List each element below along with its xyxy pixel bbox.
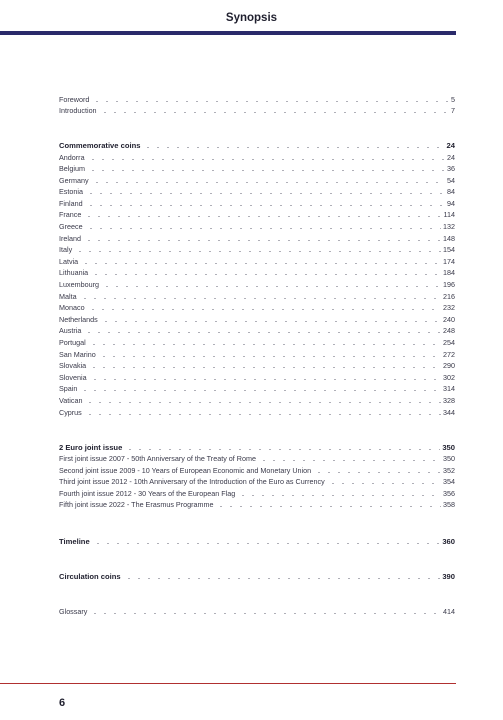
- toc-entry-page: 358: [443, 500, 455, 509]
- toc-entry-page: 114: [443, 210, 455, 219]
- toc-entry-page: 350: [443, 454, 455, 463]
- toc-entry[interactable]: [59, 93, 455, 104]
- toc-entry[interactable]: [59, 220, 455, 231]
- dot-leader: [92, 182, 445, 183]
- toc-entry-page: 356: [443, 489, 455, 498]
- dot-leader: [88, 159, 445, 160]
- toc-entry-label: Luxembourg: [59, 280, 99, 289]
- toc-entry-page: 254: [443, 338, 455, 347]
- dot-leader: [216, 506, 441, 507]
- toc-entry-page: 354: [443, 477, 455, 486]
- toc-entry-label: Lithuania: [59, 268, 89, 277]
- dot-leader: [85, 414, 441, 415]
- toc-entry[interactable]: [59, 162, 455, 173]
- toc-entry-page: 344: [443, 408, 455, 417]
- footer-rule: [0, 683, 456, 684]
- toc-entry-page: 154: [443, 245, 455, 254]
- toc-entry-label: Spain: [59, 384, 78, 393]
- toc-entry-page: 390: [442, 572, 455, 581]
- toc-entry-label: Andorra: [59, 153, 85, 162]
- dot-leader: [81, 263, 441, 264]
- toc-entry-page: 302: [443, 373, 455, 382]
- toc-entry-page: 94: [447, 199, 455, 208]
- dot-leader: [92, 101, 449, 102]
- dot-leader: [86, 193, 445, 194]
- toc-entry[interactable]: [59, 185, 455, 196]
- dot-leader: [124, 578, 441, 579]
- toc-entry-label: Greece: [59, 222, 83, 231]
- dot-leader: [89, 344, 441, 345]
- toc-entry[interactable]: [59, 382, 455, 393]
- toc-entry[interactable]: [59, 278, 455, 289]
- toc-entry[interactable]: [59, 208, 455, 219]
- toc-entry[interactable]: [59, 487, 455, 498]
- dot-leader: [88, 309, 441, 310]
- toc-entry-label: Second joint issue 2009 - 10 Years of European Economic and Monetary Union: [59, 466, 312, 475]
- toc-entry[interactable]: [59, 371, 455, 382]
- toc-section-heading[interactable]: [59, 535, 455, 546]
- toc-entry-page: 240: [443, 315, 455, 324]
- toc-entry-page: 36: [447, 164, 455, 173]
- toc-entry[interactable]: [59, 324, 455, 335]
- dot-leader: [125, 449, 440, 450]
- toc-entry-page: 272: [443, 350, 455, 359]
- toc-entry[interactable]: [59, 348, 455, 359]
- dot-leader: [84, 332, 441, 333]
- toc-entry-label: Netherlands: [59, 315, 98, 324]
- dot-leader: [314, 472, 441, 473]
- dot-leader: [85, 402, 441, 403]
- toc-entry-label: France: [59, 210, 82, 219]
- toc-entry[interactable]: [59, 174, 455, 185]
- toc-entry-label: Fifth joint issue 2022 - The Erasmus Programme: [59, 500, 214, 509]
- toc-entry-label: Introduction: [59, 106, 97, 115]
- toc-entry-label: Germany: [59, 176, 89, 185]
- toc-entry-page: 232: [443, 303, 455, 312]
- toc-entry[interactable]: [59, 255, 455, 266]
- toc-entry-label: 2 Euro joint issue: [59, 443, 123, 452]
- dot-leader: [90, 379, 441, 380]
- toc-entry-page: 174: [443, 257, 455, 266]
- dot-leader: [93, 543, 441, 544]
- dot-leader: [102, 286, 441, 287]
- toc-entry[interactable]: [59, 151, 455, 162]
- toc-entry-label: Ireland: [59, 234, 81, 243]
- dot-leader: [75, 251, 441, 252]
- toc-entry-label: Glossary: [59, 607, 88, 616]
- page-number: 6: [59, 697, 66, 709]
- toc-entry-page: 54: [447, 176, 455, 185]
- toc-entry-label: Belgium: [59, 164, 85, 173]
- dot-leader: [91, 274, 441, 275]
- toc-entry[interactable]: [59, 475, 455, 486]
- toc-entry-label: Commemorative coins: [59, 141, 141, 150]
- dot-leader: [80, 298, 441, 299]
- toc-section-heading[interactable]: [59, 570, 455, 581]
- dot-leader: [238, 495, 441, 496]
- toc-entry-page: 7: [451, 106, 455, 115]
- toc-section-heading[interactable]: [59, 139, 455, 150]
- toc-entry-label: Finland: [59, 199, 83, 208]
- dot-leader: [84, 240, 441, 241]
- toc-entry[interactable]: [59, 452, 455, 463]
- dot-leader: [86, 205, 445, 206]
- toc-entry-label: First joint issue 2007 - 50th Anniversary of the Treaty of Rome: [59, 454, 256, 463]
- dot-leader: [143, 147, 444, 148]
- toc-entry-page: 350: [442, 443, 455, 452]
- toc-entry[interactable]: [59, 243, 455, 254]
- toc-entry-label: Third joint issue 2012 - 10th Anniversary of the Introduction of the Euro as Currency: [59, 477, 325, 486]
- toc-entry-page: 352: [443, 466, 455, 475]
- toc-entry-page: 328: [443, 396, 455, 405]
- toc-entry-label: Circulation coins: [59, 572, 121, 581]
- toc-entry-label: Cyprus: [59, 408, 82, 417]
- toc-entry-page: 148: [443, 234, 455, 243]
- toc-entry-page: 5: [451, 95, 455, 104]
- toc-entry[interactable]: [59, 301, 455, 312]
- toc-entry[interactable]: [59, 290, 455, 301]
- toc-entry[interactable]: [59, 359, 455, 370]
- toc-entry-page: 24: [446, 141, 455, 150]
- toc-entry[interactable]: [59, 406, 455, 417]
- toc-entry-page: 196: [443, 280, 455, 289]
- toc-entry-page: 84: [447, 187, 455, 196]
- dot-leader: [101, 321, 441, 322]
- dot-leader: [90, 613, 441, 614]
- toc-entry-page: 184: [443, 268, 455, 277]
- toc-entry-page: 314: [443, 384, 455, 393]
- toc-entry-label: Slovakia: [59, 361, 87, 370]
- toc-entry-label: Slovenia: [59, 373, 87, 382]
- toc-entry-label: Malta: [59, 292, 77, 301]
- toc-entry[interactable]: [59, 313, 455, 324]
- toc-entry-label: Timeline: [59, 537, 90, 546]
- toc-entry-label: San Marino: [59, 350, 96, 359]
- toc-entry-label: Latvia: [59, 257, 79, 266]
- toc-entry[interactable]: [59, 605, 455, 616]
- toc-entry-label: Portugal: [59, 338, 86, 347]
- dot-leader: [80, 390, 441, 391]
- dot-leader: [86, 228, 441, 229]
- dot-leader: [259, 460, 441, 461]
- toc-entry-label: Austria: [59, 326, 82, 335]
- toc-entry-page: 132: [443, 222, 455, 231]
- toc-entry[interactable]: [59, 336, 455, 347]
- toc-entry-label: Estonia: [59, 187, 83, 196]
- toc-entry-page: 216: [443, 292, 455, 301]
- toc-entry-label: Foreword: [59, 95, 90, 104]
- toc-entry[interactable]: [59, 464, 455, 475]
- toc-entry-page: 414: [443, 607, 455, 616]
- dot-leader: [89, 367, 441, 368]
- toc-entry[interactable]: [59, 104, 455, 115]
- toc-entry[interactable]: [59, 197, 455, 208]
- toc-entry[interactable]: [59, 232, 455, 243]
- toc-entry-page: 24: [447, 153, 455, 162]
- toc-section-heading[interactable]: [59, 441, 455, 452]
- dot-leader: [328, 483, 441, 484]
- toc-entry[interactable]: [59, 266, 455, 277]
- page-title: Synopsis: [225, 12, 278, 24]
- toc-entry-label: Italy: [59, 245, 73, 254]
- toc-entry-label: Monaco: [59, 303, 85, 312]
- dot-leader: [88, 170, 445, 171]
- toc-entry-page: 360: [442, 537, 455, 546]
- toc-entry[interactable]: [59, 394, 455, 405]
- toc-entry-label: Fourth joint issue 2012 - 30 Years of the European Flag: [59, 489, 236, 498]
- dot-leader: [99, 356, 441, 357]
- dot-leader: [84, 216, 441, 217]
- toc-entry-label: Vatican: [59, 396, 83, 405]
- toc-entry-page: 290: [443, 361, 455, 370]
- dot-leader: [100, 112, 449, 113]
- toc-entry[interactable]: [59, 498, 455, 509]
- toc-entry-page: 248: [443, 326, 455, 335]
